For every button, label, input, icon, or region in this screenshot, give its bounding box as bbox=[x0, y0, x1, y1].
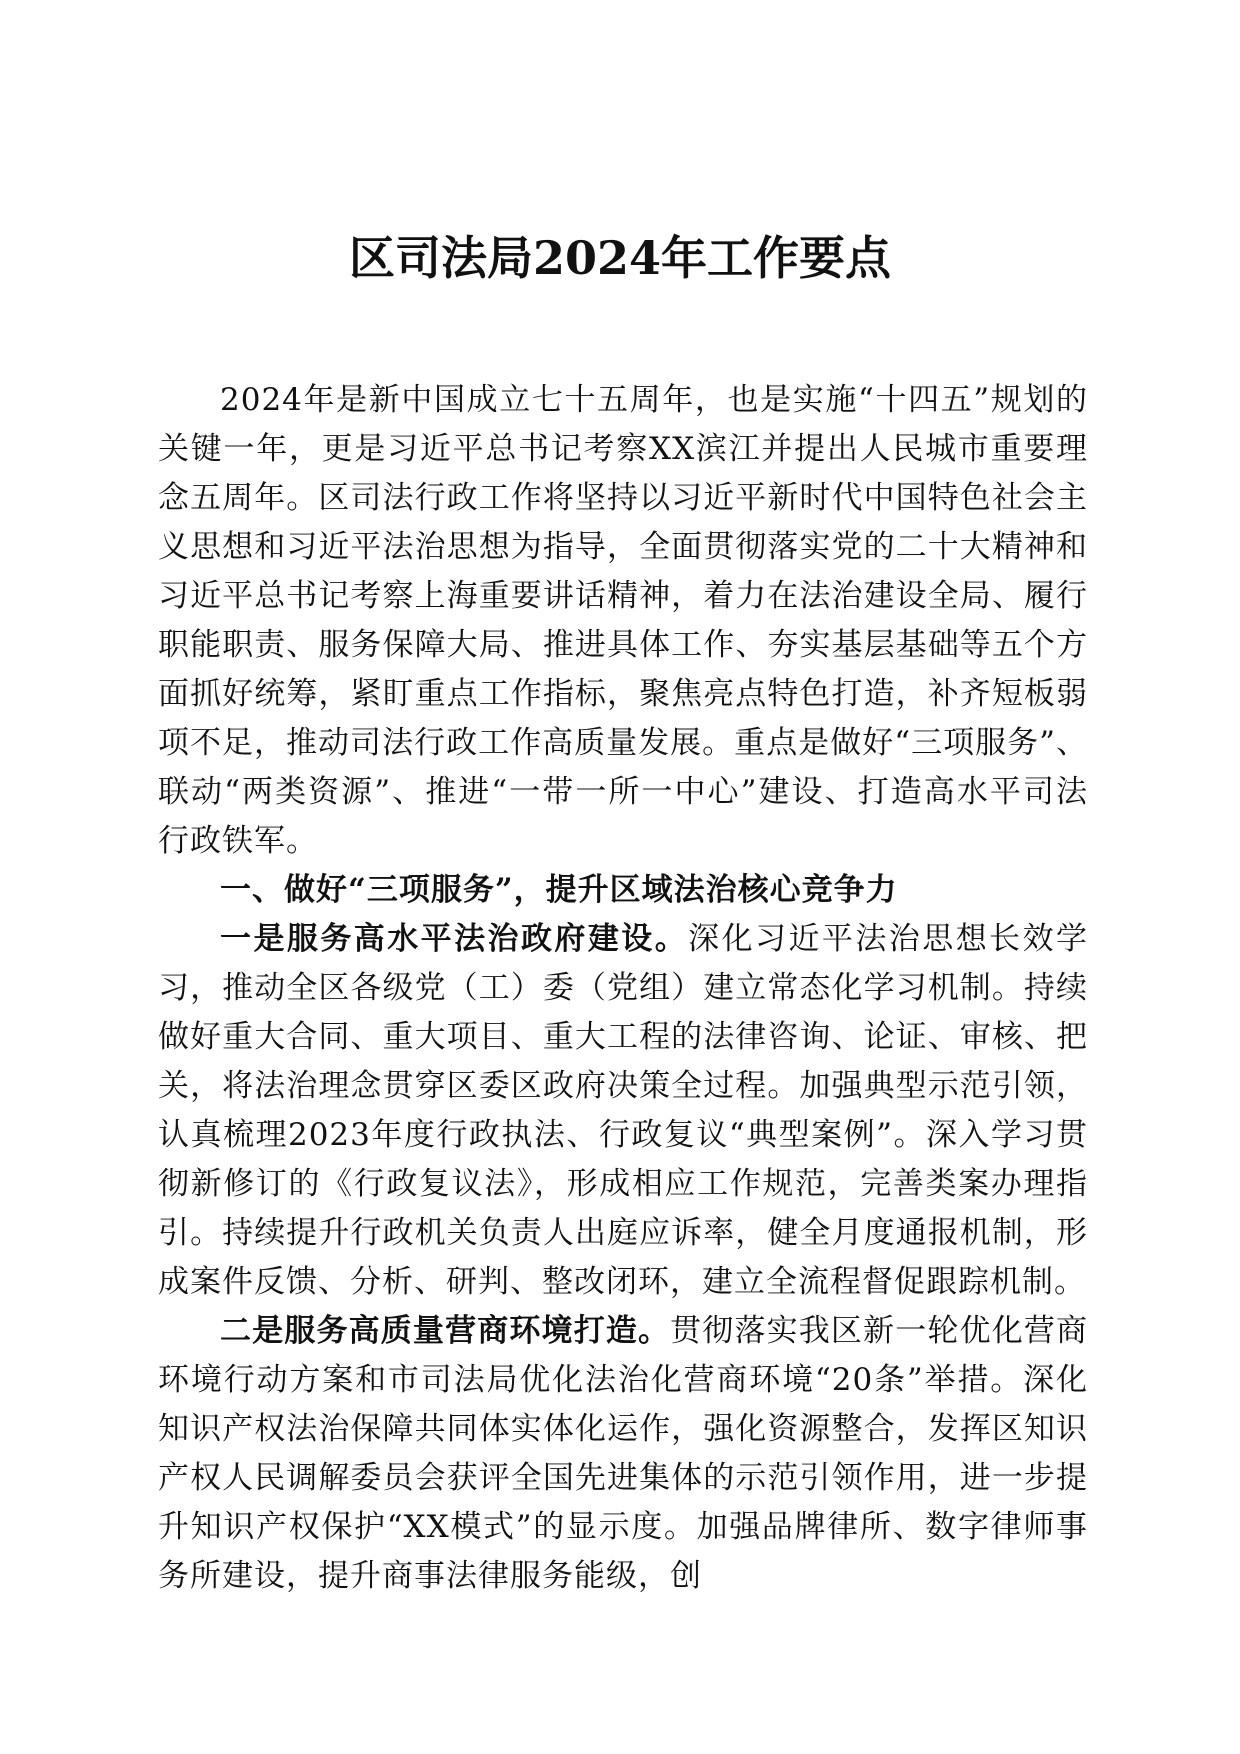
document-body bbox=[158, 376, 1088, 1601]
section-item-paragraph bbox=[158, 1307, 1088, 1601]
item-lead: 二是服务高质量营商环境打造。 bbox=[220, 1313, 671, 1349]
document-title: 区司法局2024年工作要点 bbox=[348, 231, 892, 285]
item-text: 贯彻落实我区新一轮优化营商环境行动方案和市司法局优化法治化营商环境“20条”举措。深化知识产权法治保障共同体实体化运作，强化资源整合，发挥区知识产权人民调解委员会获评全国先进集体的示范引领作用，进一步提升知识产权保护“XX模式”的显示度。加强品牌律所、数字律师事务所建设，提升商事法律服务能级，创 bbox=[158, 1313, 1089, 1594]
item-text: 深化习近平法治思想长效学习，推动全区各级党（工）委（党组）建立常态化学习机制。持续做好重大合同、重大项目、重大工程的法律咨询、论证、审核、把关，将法治理念贯穿区委区政府决策全过程。加强典型示范引领，认真梳理2023年度行政执法、行政复议“典型案例”。深入学习贯彻新修订的《行政复议法》，形成相应工作规范，完善类案办理指引。持续提升行政机关负责人出庭应诉率，健全月度通报机制，形成案件反馈、分析、研判、整改闭环，建立全流程督促跟踪机制。 bbox=[158, 921, 1089, 1300]
section-item-paragraph bbox=[158, 915, 1088, 1307]
section-heading: 一、做好“三项服务”，提升区域法治核心竞争力 bbox=[220, 872, 898, 908]
intro-paragraph: 2024年是新中国成立七十五周年，也是实施“十四五”规划的关键一年，更是习近平总书记考察XX滨江并提出人民城市重要理念五周年。区司法行政工作将坚持以习近平新时代中国特色社会主义思想和习近平法治思想为指导，全面贯彻落实党的二十大精神和习近平总书记考察上海重要讲话精神，着力在法治建设全局、履行职能职责、服务保障大局、推进具体工作、夯实基层基础等五个方面抓好统筹，紧盯重点工作指标，聚焦亮点特色打造，补齐短板弱项不足，推动司法行政工作高质量发展。重点是做好“三项服务”、联动“两类资源”、推进“一带一所一中心”建设、打造高水平司法行政铁军。 bbox=[158, 382, 1088, 859]
item-lead: 一是服务高水平法治政府建设。 bbox=[220, 921, 689, 957]
